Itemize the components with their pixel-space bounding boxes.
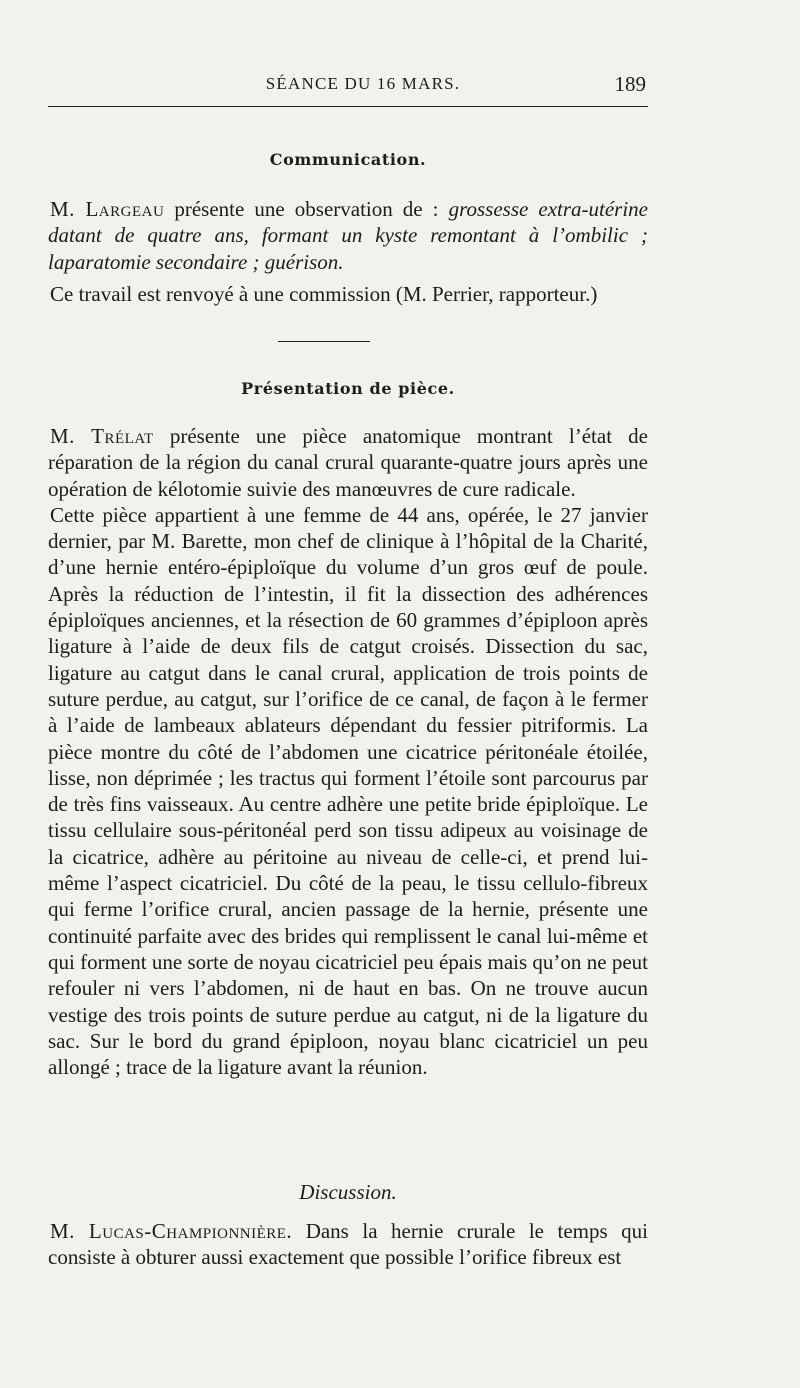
presentation-paragraph-1 — [48, 423, 648, 502]
presentation-lead: présente une pièce anatomique montrant l’état de réparation de la région du canal crural quarante-quatre jours après une opération de kélotomie suivie des manœuvres de cure radicale. — [48, 424, 648, 501]
running-title: SÉANCE DU 16 MARS. — [265, 74, 461, 93]
communication-paragraph — [48, 196, 648, 275]
discussion-text: Dans la hernie crurale le temps qui consiste à obturer aussi exactement que possible l’orifice fibreux est — [48, 1219, 648, 1270]
speaker-name: M. Trélat — [50, 424, 154, 448]
observation-title: grossesse extra-utérine datant de quatre ans, formant un kyste remontant à l’ombilic ; laparatomie secondaire ; guérison. — [48, 197, 649, 274]
discussion-heading: Discussion. — [299, 1180, 397, 1204]
referral-paragraph: Ce travail est renvoyé à une commission (M. Perrier, rapporteur.) — [50, 281, 598, 306]
discussion-paragraph — [48, 1218, 648, 1271]
page-number: 189 — [614, 72, 646, 96]
presentation-heading: Présentation de pièce. — [241, 379, 455, 398]
speaker-name: M. Largeau — [50, 197, 165, 221]
communication-heading: Communication. — [269, 150, 427, 169]
presentation-paragraph-2: Cette pièce appartient à une femme de 44 ans, opérée, le 27 janvier dernier, par M. Barette, mon chef de clinique à l’hôpital de la Charité, d’une hernie entéro-épiploïque du volume d’un gros œuf de poule. Après la réduction de l’intestin, il fit la dissection des adhérences épiploïques anciennes, et la résection de 60 grammes d’épiploon après ligature à l’aide de deux fils de catgut croisés. Dissection du sac, ligature au catgut dans le canal crural, application de trois points de suture perdue, au catgut, sur l’orifice de ce canal, de façon à le fermer à l’aide de lambeaux ablateurs dépendant du fessier pitriformis. La pièce montre du côté de l’abdomen une cicatrice péritonéale étoilée, lisse, non déprimée ; les tractus qui forment l’étoile sont parcourus par de très fins vaisseaux. Au centre adhère une petite bride épiploïque. Le tissu cellulaire sous-péritonéal perd son tissu adipeux au voisinage de la cicatrice, adhère au péritoine au niveau de celle-ci, et prend lui-même l’aspect cicatriciel. Du côté de la peau, le tissu cellulo-fibreux qui ferme l’orifice crural, ancien passage de la hernie, présente une continuité parfaite avec des brides qui remplissent le canal lui-même et qui forment une sorte de noyau cicatriciel peu épais mais qu’on ne peut refouler ni vers l’abdomen, ni de haut en bas. On ne trouve aucun vestige des trois points de suture perdue au catgut, ni de la ligature du sac. Sur le bord du grand épiploon, noyau blanc cicatriciel un peu allongé ; trace de la ligature avant la réunion. — [48, 502, 648, 1080]
section-divider — [278, 341, 370, 342]
communication-lead: présente une observation de : — [164, 197, 449, 221]
presentation-section — [48, 423, 648, 1080]
running-head — [48, 72, 648, 102]
communication-section — [48, 196, 648, 307]
discussion-section — [48, 1218, 648, 1271]
header-rule — [48, 106, 648, 107]
speaker-name: M. Lucas-Championnière. — [50, 1219, 293, 1243]
